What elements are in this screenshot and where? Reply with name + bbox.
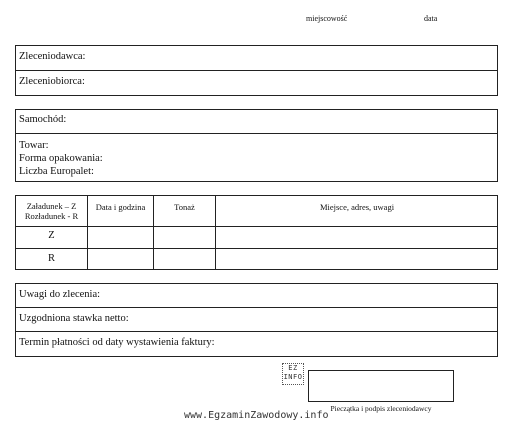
col-header-datetime: Data i godzina	[95, 202, 146, 212]
cell-load-datetime[interactable]	[88, 227, 153, 248]
signature-box[interactable]	[308, 370, 454, 402]
cargo-divider	[15, 133, 498, 134]
ez-info-logo	[282, 363, 304, 385]
cell-unload-tonnage[interactable]	[154, 249, 215, 270]
cell-load-place[interactable]	[216, 227, 498, 248]
col-header-load-line1: Załadunek – Z	[26, 201, 77, 211]
place-label: miejscowość	[306, 14, 348, 23]
cell-unload-datetime[interactable]	[88, 249, 153, 270]
footer-watermark: www.EgzaminZawodowy.info	[184, 410, 329, 421]
client-field[interactable]: Zleceniodawca:	[19, 51, 86, 62]
col-header-load	[16, 201, 87, 221]
col-header-place: Miejsce, adres, uwagi	[319, 202, 395, 212]
notes-divider-2	[15, 331, 498, 332]
pallets-field[interactable]: Liczba Europalet:	[19, 166, 94, 177]
date-label: data	[424, 14, 438, 23]
contractor-field[interactable]: Zleceniobiorca:	[19, 76, 85, 87]
row-label-unload: R	[47, 253, 55, 264]
parties-divider	[15, 70, 498, 71]
remarks-field[interactable]: Uwagi do zlecenia:	[19, 289, 101, 300]
packaging-field[interactable]: Forma opakowania:	[19, 153, 103, 164]
notes-divider-1	[15, 307, 498, 308]
row-label-load: Z	[48, 230, 55, 241]
cell-load-tonnage[interactable]	[154, 227, 215, 248]
col-header-load-line2: Rozładunek - R	[24, 211, 79, 221]
payment-field[interactable]: Termin płatności od daty wystawienia faktury:	[19, 337, 215, 348]
goods-field[interactable]: Towar:	[19, 140, 49, 151]
col-header-tonnage: Tonaż	[174, 202, 195, 212]
vehicle-field[interactable]: Samochód:	[19, 114, 67, 125]
rate-field[interactable]: Uzgodniona stawka netto:	[19, 313, 129, 324]
signature-caption: Pieczątka i podpis zleceniodawcy	[330, 404, 432, 413]
logo-line1: EZ	[288, 364, 298, 372]
cell-unload-place[interactable]	[216, 249, 498, 270]
logo-line2: INFO	[283, 373, 303, 381]
